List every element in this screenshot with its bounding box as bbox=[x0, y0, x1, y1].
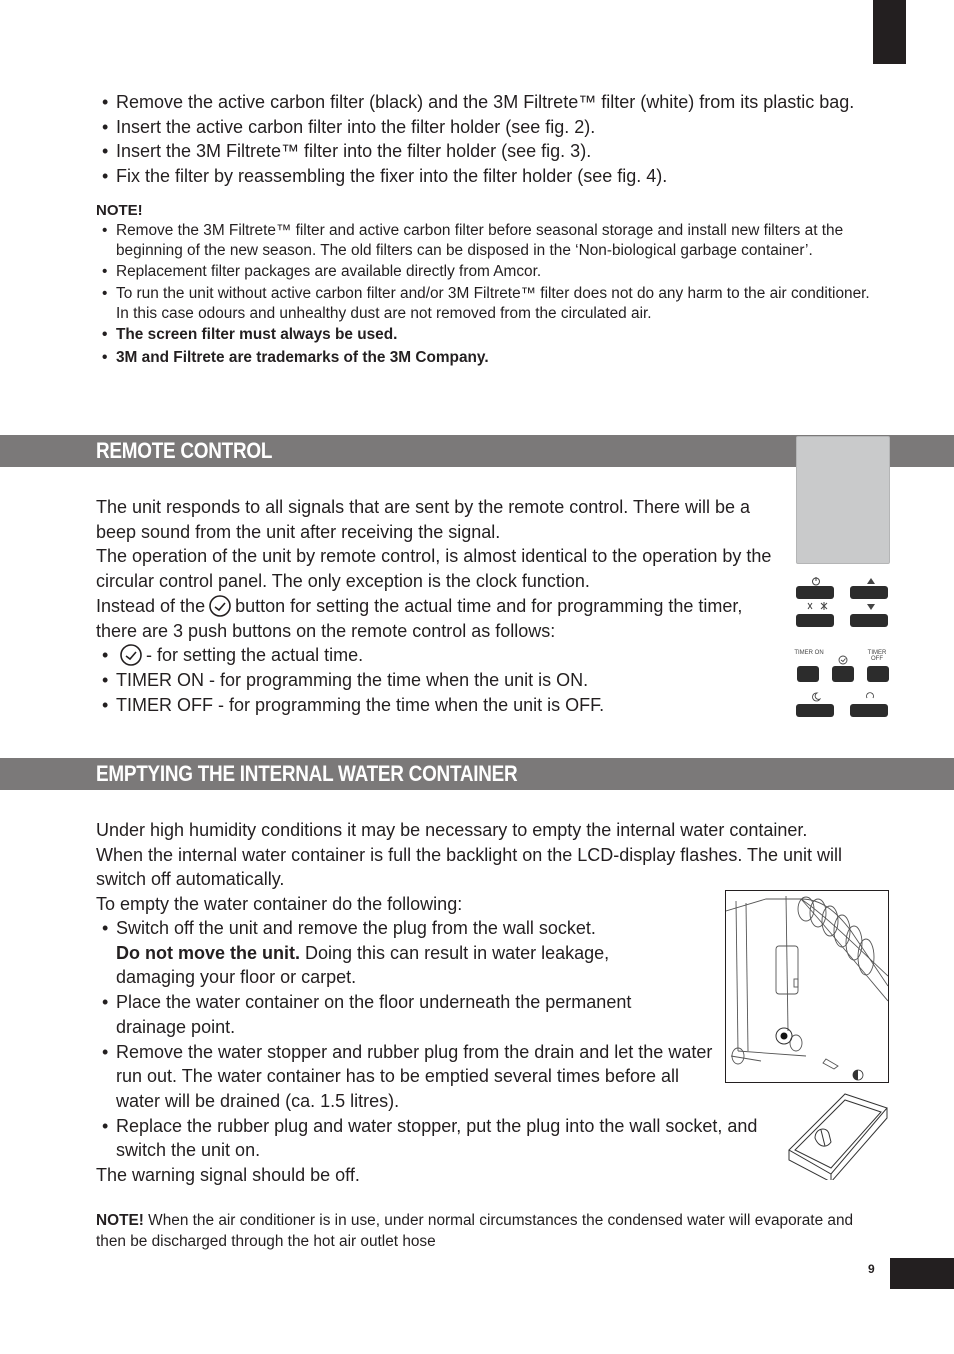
text: Switch off the unit and remove the plug from the wall socket. bbox=[116, 918, 596, 938]
paragraph: The operation of the unit by remote control, is almost identical to the operation by the circular control panel. The only exception is the clock function. bbox=[96, 546, 772, 592]
list-item bbox=[100, 916, 676, 990]
up-button[interactable] bbox=[850, 586, 888, 599]
text: Instead of the bbox=[96, 595, 206, 616]
down-button[interactable] bbox=[850, 614, 888, 627]
text: - for setting the actual time. bbox=[146, 645, 364, 666]
emptying-steps-list bbox=[100, 916, 781, 1163]
swing-icon bbox=[865, 692, 875, 702]
water-tray-drawing bbox=[785, 1090, 891, 1180]
remote-control-illustration bbox=[790, 434, 894, 724]
arrow-down-icon bbox=[866, 602, 876, 612]
sleep-button[interactable] bbox=[796, 704, 834, 717]
closing-line bbox=[96, 1163, 360, 1188]
timer-on-button[interactable] bbox=[797, 666, 819, 682]
section-title: REMOTE CONTROL bbox=[96, 438, 273, 463]
note-label: NOTE! bbox=[96, 202, 143, 219]
power-icon bbox=[811, 576, 821, 586]
paragraph: Under high humidity conditions it may be necessary to empty the internal water container. bbox=[96, 820, 808, 840]
arrow-up-icon bbox=[866, 576, 876, 586]
note-label: NOTE! bbox=[96, 1212, 144, 1229]
emptying-header bbox=[0, 758, 954, 790]
paragraph: To empty the water container do the following: bbox=[96, 894, 463, 915]
list-item: • Replace the rubber plug and water stopper, put the plug into the wall socket, and switch the unit on. bbox=[100, 1114, 781, 1163]
clock-icon bbox=[118, 644, 144, 666]
list-item: • The screen filter must always be used. bbox=[100, 325, 880, 345]
list-item: • Remove the 3M Filtrete™ filter and active carbon filter before seasonal storage and install new filters at the beginning of the new season. The old filters can be disposed in the ‘Non-biological garbage container’. bbox=[100, 221, 880, 261]
text: button for setting the actual time and for programming the timer, there are 3 push buttons on the remote control as follows: bbox=[96, 595, 743, 641]
list-item: • 3M and Filtrete are trademarks of the 3M Company. bbox=[100, 348, 880, 368]
sleep-icon bbox=[811, 692, 821, 702]
list-item: • Fix the filter by reassembling the fixer into the filter holder (see fig. 4). bbox=[100, 164, 900, 189]
remote-buttons-list bbox=[100, 643, 786, 717]
timer-off-label: TIMER OFF bbox=[867, 650, 887, 662]
clock-icon bbox=[838, 655, 848, 665]
timer-off-button[interactable] bbox=[867, 666, 889, 682]
paragraph bbox=[96, 594, 786, 643]
paragraph: When the internal water container is full the backlight on the LCD-display flashes. The unit will switch off automatically. bbox=[96, 844, 843, 890]
list-item: • Insert the active carbon filter into the filter holder (see fig. 2). bbox=[100, 115, 900, 140]
list-item: • Remove the water stopper and rubber plug from the drain and let the water run out. The water container has to be emptied several times before all water will be drained (ca. 1.5 litres). bbox=[100, 1040, 716, 1114]
swing-button[interactable] bbox=[850, 704, 888, 717]
warning-text: Do not move the unit. bbox=[116, 942, 300, 963]
filter-steps-list bbox=[100, 90, 900, 189]
paragraph: The warning signal should be off. bbox=[96, 1165, 360, 1185]
list-item bbox=[100, 643, 786, 668]
list-item: • TIMER OFF - for programming the time when the unit is OFF. bbox=[100, 693, 786, 718]
power-button[interactable] bbox=[796, 586, 834, 599]
text: Doing this can result in water leakage, damaging your floor or carpet. bbox=[116, 942, 610, 988]
unit-drawing bbox=[726, 891, 888, 1082]
remote-control-text bbox=[96, 495, 786, 717]
drain-figure bbox=[725, 890, 889, 1083]
note-list bbox=[100, 221, 880, 368]
list-item: • Place the water container on the floor underneath the permanent drainage point. bbox=[100, 990, 691, 1039]
clock-button[interactable] bbox=[832, 666, 854, 682]
note-text: When the air conditioner is in use, under normal circumstances the condensed water will evaporate and then be discharged through the hot air outlet hose bbox=[96, 1212, 854, 1250]
clock-icon bbox=[207, 595, 233, 617]
mode-fan-icon bbox=[806, 601, 830, 611]
list-item: • Insert the 3M Filtrete™ filter into the filter holder (see fig. 3). bbox=[100, 139, 900, 164]
timer-on-label: TIMER ON bbox=[794, 650, 824, 656]
list-item: • TIMER ON - for programming the time when the unit is ON. bbox=[100, 668, 786, 693]
mode-button[interactable] bbox=[796, 614, 834, 627]
list-item: • To run the unit without active carbon filter and/or 3M Filtrete™ filter does not do any harm to the air conditioner. In this case odours and unhealthy dust are not removed from the circulated air. bbox=[100, 284, 880, 324]
page-number: 9 bbox=[868, 1262, 875, 1276]
corner-tab bbox=[873, 0, 906, 64]
paragraph: The unit responds to all signals that are sent by the remote control. There will be a beep sound from the unit after receiving the signal. bbox=[96, 497, 751, 542]
final-note bbox=[96, 1210, 856, 1252]
section-title: EMPTYING THE INTERNAL WATER CONTAINER bbox=[96, 761, 518, 786]
page-tab bbox=[890, 1258, 954, 1289]
list-item: • Remove the active carbon filter (black) and the 3M Filtrete™ filter (white) from its plastic bag. bbox=[100, 90, 900, 115]
remote-display bbox=[796, 436, 890, 564]
list-item: • Replacement filter packages are available directly from Amcor. bbox=[100, 262, 880, 282]
